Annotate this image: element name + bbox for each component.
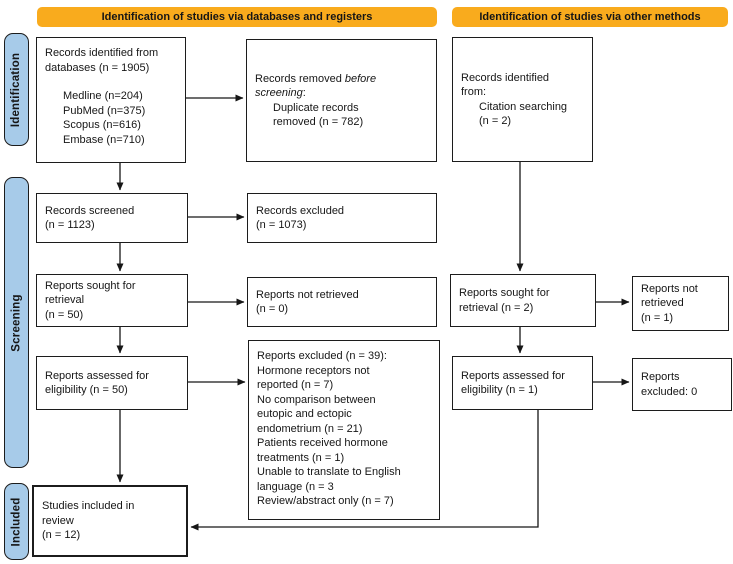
box-reports-excluded-other: Reports excluded: 0 xyxy=(632,358,732,411)
spacer xyxy=(45,75,177,89)
box-reports-sought-other: Reports sought for retrieval (n = 2) xyxy=(450,274,596,327)
box-reports-sought-databases: Reports sought for retrieval (n = 50) xyxy=(36,274,188,327)
box-reports-assessed-databases: Reports assessed for eligibility (n = 50) xyxy=(36,356,188,410)
stage-identification-label: Identification xyxy=(10,52,23,127)
box-studies-included: Studies included in review (n = 12) xyxy=(32,485,188,557)
box-records-screened: Records screened (n = 1123) xyxy=(36,193,188,243)
stage-screening xyxy=(4,177,29,468)
box-records-identified-other: Records identified from: Citation searching (n = 2) xyxy=(452,37,593,162)
box-reports-assessed-other: Reports assessed for eligibility (n = 1) xyxy=(452,356,593,410)
stage-identification xyxy=(4,33,29,146)
banner-databases-registers: Identification of studies via databases and registers xyxy=(37,7,437,27)
stage-included-label: Included xyxy=(10,497,23,546)
box-records-removed-before-screening: Records removed before screening: Duplicate records removed (n = 782) xyxy=(246,39,437,162)
box-reports-not-retrieved-other: Reports not retrieved (n = 1) xyxy=(632,276,729,331)
stage-included xyxy=(4,483,29,560)
stage-screening-label: Screening xyxy=(10,293,23,352)
box-records-excluded: Records excluded (n = 1073) xyxy=(247,193,437,243)
box-reports-excluded-reasons: Reports excluded (n = 39): Hormone receptors not reported (n = 7) No comparison between eutopic and ectopic endometrium (n = 21) Patients received hormone treatments (n = 1) Unable to translate to English language (n = 3 Review/abstract only (n = 7) xyxy=(248,340,440,520)
box-reports-not-retrieved-databases: Reports not retrieved (n = 0) xyxy=(247,277,437,327)
box-records-identified-databases: Records identified from databases (n = 1905) Medline (n=204) PubMed (n=375) Scopus (n=616) Embase (n=710) xyxy=(36,37,186,163)
banner-other-methods: Identification of studies via other methods xyxy=(452,7,728,27)
